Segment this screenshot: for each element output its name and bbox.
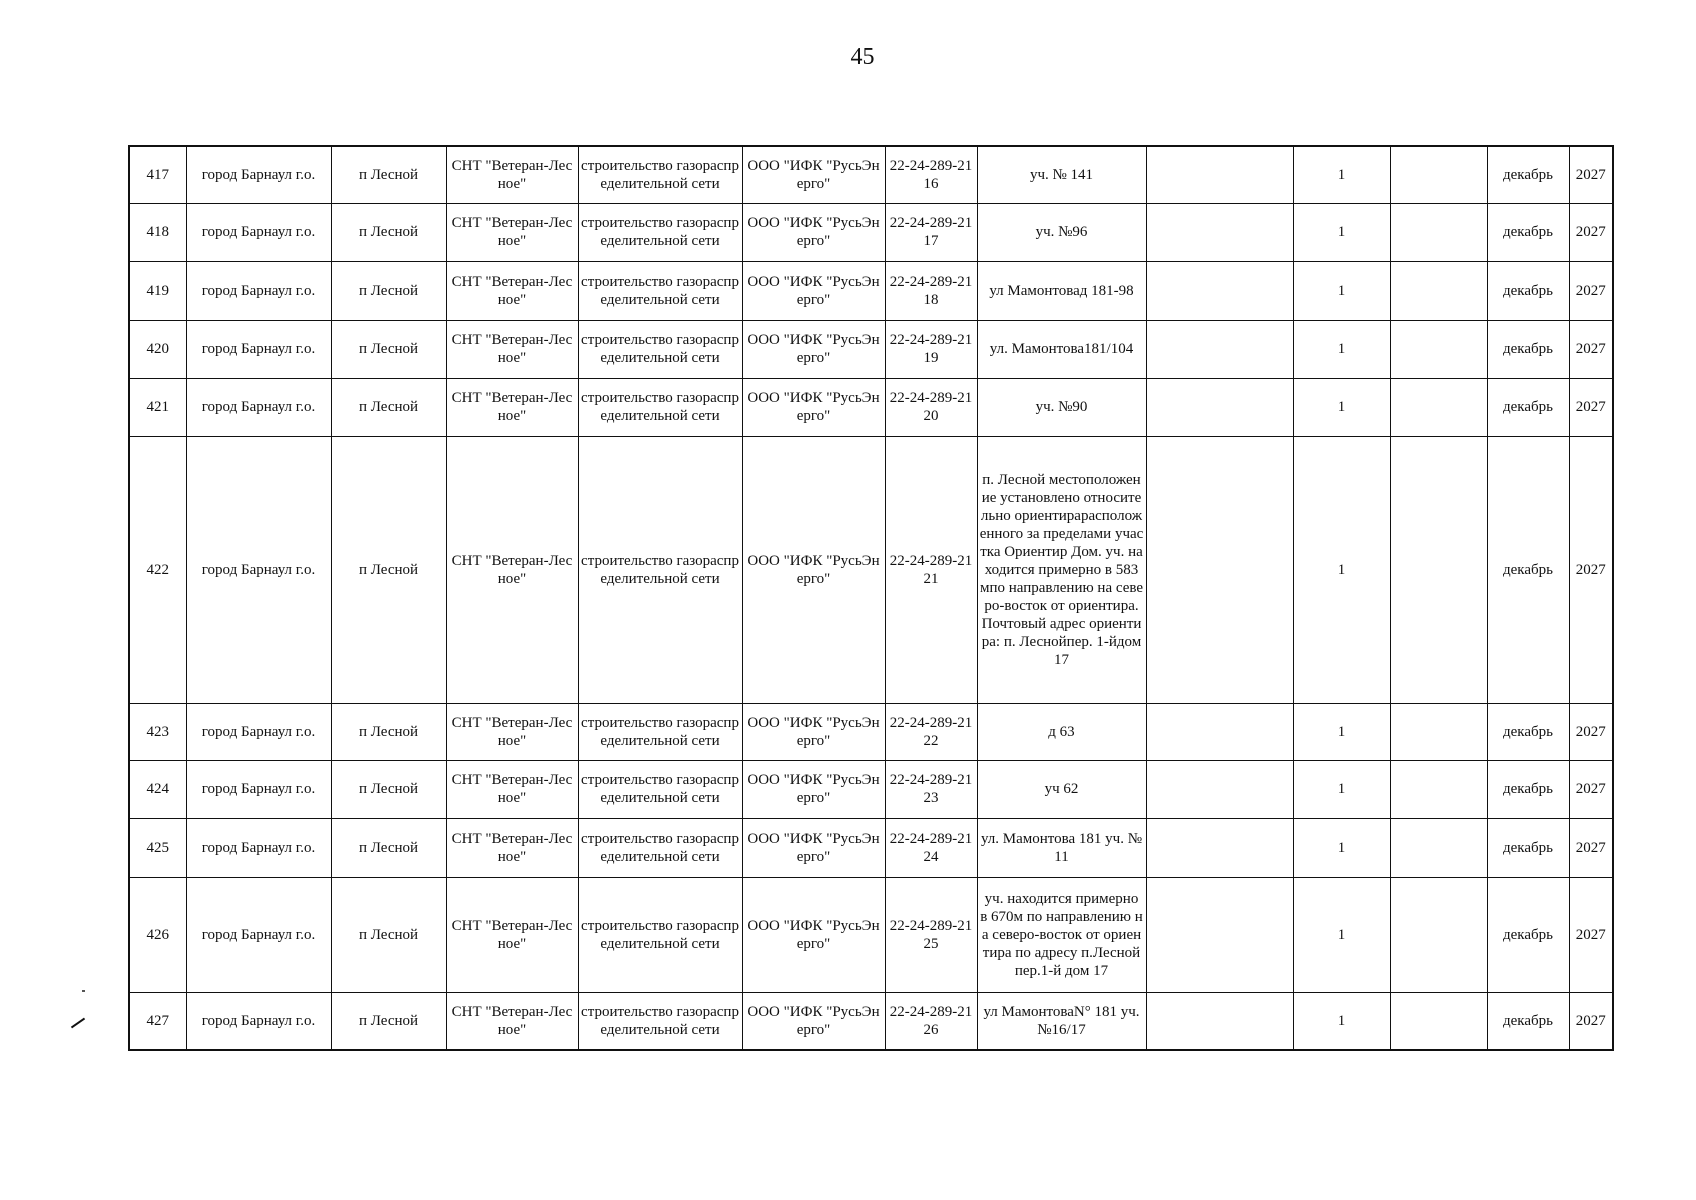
month-cell: декабрь [1487, 992, 1569, 1050]
work-type-cell: строительство газораспределительной сети [578, 703, 742, 760]
year-cell: 2027 [1569, 760, 1613, 818]
work-type-cell: строительство газораспределительной сети [578, 760, 742, 818]
district-cell: город Барнаул г.о. [186, 261, 331, 320]
quantity-cell: 1 [1293, 261, 1390, 320]
empty-cell [1146, 703, 1293, 760]
district-cell: город Барнаул г.о. [186, 146, 331, 203]
empty-cell [1390, 146, 1487, 203]
table-row [129, 203, 1613, 261]
organization-cell: ООО "ИФК "РусьЭнерго" [742, 992, 885, 1050]
month-cell: декабрь [1487, 378, 1569, 436]
code-cell: 22-24-289-2123 [885, 760, 977, 818]
year-cell: 2027 [1569, 146, 1613, 203]
district-cell: город Барнаул г.о. [186, 320, 331, 378]
row-number-cell: 425 [129, 818, 186, 877]
organization-cell: ООО "ИФК "РусьЭнерго" [742, 261, 885, 320]
row-number-cell: 426 [129, 877, 186, 992]
code-cell: 22-24-289-2116 [885, 146, 977, 203]
month-cell: декабрь [1487, 818, 1569, 877]
object-cell: СНТ "Ветеран-Лесное" [446, 203, 578, 261]
district-cell: город Барнаул г.о. [186, 760, 331, 818]
work-type-cell: строительство газораспределительной сети [578, 436, 742, 703]
row-number-cell: 420 [129, 320, 186, 378]
empty-cell [1146, 378, 1293, 436]
empty-cell [1146, 818, 1293, 877]
code-cell: 22-24-289-2126 [885, 992, 977, 1050]
empty-cell [1390, 703, 1487, 760]
month-cell: декабрь [1487, 261, 1569, 320]
code-cell: 22-24-289-2118 [885, 261, 977, 320]
year-cell: 2027 [1569, 261, 1613, 320]
object-cell: СНТ "Ветеран-Лесное" [446, 877, 578, 992]
empty-cell [1146, 877, 1293, 992]
work-type-cell: строительство газораспределительной сети [578, 818, 742, 877]
empty-cell [1390, 760, 1487, 818]
locality-cell: п Лесной [331, 320, 446, 378]
district-cell: город Барнаул г.о. [186, 877, 331, 992]
table-row [129, 877, 1613, 992]
address-cell: уч. находится примерно в 670м по направлению на северо-восток от ориентира по адресу п.Леснойпер.1-й дом 17 [977, 877, 1146, 992]
organization-cell: ООО "ИФК "РусьЭнерго" [742, 203, 885, 261]
row-number-cell: 424 [129, 760, 186, 818]
locality-cell: п Лесной [331, 378, 446, 436]
locality-cell: п Лесной [331, 760, 446, 818]
address-cell: уч 62 [977, 760, 1146, 818]
address-cell: уч. № 141 [977, 146, 1146, 203]
district-cell: город Барнаул г.о. [186, 436, 331, 703]
empty-cell [1146, 992, 1293, 1050]
work-type-cell: строительство газораспределительной сети [578, 203, 742, 261]
object-cell: СНТ "Ветеран-Лесное" [446, 436, 578, 703]
month-cell: декабрь [1487, 877, 1569, 992]
work-type-cell: строительство газораспределительной сети [578, 320, 742, 378]
row-number-cell: 427 [129, 992, 186, 1050]
empty-cell [1146, 320, 1293, 378]
month-cell: декабрь [1487, 436, 1569, 703]
quantity-cell: 1 [1293, 378, 1390, 436]
year-cell: 2027 [1569, 818, 1613, 877]
object-cell: СНТ "Ветеран-Лесное" [446, 703, 578, 760]
year-cell: 2027 [1569, 203, 1613, 261]
quantity-cell: 1 [1293, 992, 1390, 1050]
object-cell: СНТ "Ветеран-Лесное" [446, 992, 578, 1050]
month-cell: декабрь [1487, 320, 1569, 378]
work-type-cell: строительство газораспределительной сети [578, 877, 742, 992]
empty-cell [1146, 436, 1293, 703]
row-number-cell: 417 [129, 146, 186, 203]
code-cell: 22-24-289-2121 [885, 436, 977, 703]
district-cell: город Барнаул г.о. [186, 818, 331, 877]
code-cell: 22-24-289-2120 [885, 378, 977, 436]
work-type-cell: строительство газораспределительной сети [578, 261, 742, 320]
month-cell: декабрь [1487, 760, 1569, 818]
object-cell: СНТ "Ветеран-Лесное" [446, 760, 578, 818]
table-row [129, 818, 1613, 877]
empty-cell [1390, 436, 1487, 703]
organization-cell: ООО "ИФК "РусьЭнерго" [742, 146, 885, 203]
empty-cell [1390, 203, 1487, 261]
locality-cell: п Лесной [331, 146, 446, 203]
row-number-cell: 419 [129, 261, 186, 320]
address-cell: п. Лесной местоположение установлено относительно ориентирарасположенного за пределами участка Ориентир Дом. уч. находится примерно в 583 мпо направлению на северо-восток от ориентира. Почтовый адрес ориентира: п. Леснойпер. 1-йдом 17 [977, 436, 1146, 703]
locality-cell: п Лесной [331, 203, 446, 261]
address-cell: ул МамонтоваN° 181 уч. №16/17 [977, 992, 1146, 1050]
empty-cell [1390, 320, 1487, 378]
district-cell: город Барнаул г.о. [186, 992, 331, 1050]
table-row [129, 992, 1613, 1050]
year-cell: 2027 [1569, 436, 1613, 703]
table-row [129, 146, 1613, 203]
code-cell: 22-24-289-2125 [885, 877, 977, 992]
locality-cell: п Лесной [331, 877, 446, 992]
organization-cell: ООО "ИФК "РусьЭнерго" [742, 703, 885, 760]
month-cell: декабрь [1487, 703, 1569, 760]
locality-cell: п Лесной [331, 703, 446, 760]
work-type-cell: строительство газораспределительной сети [578, 146, 742, 203]
quantity-cell: 1 [1293, 818, 1390, 877]
table-row [129, 261, 1613, 320]
scan-mark [82, 990, 85, 992]
work-type-cell: строительство газораспределительной сети [578, 992, 742, 1050]
object-cell: СНТ "Ветеран-Лесное" [446, 378, 578, 436]
address-cell: д 63 [977, 703, 1146, 760]
year-cell: 2027 [1569, 877, 1613, 992]
address-cell: уч. №90 [977, 378, 1146, 436]
empty-cell [1146, 203, 1293, 261]
address-cell: ул Мамонтовад 181-98 [977, 261, 1146, 320]
organization-cell: ООО "ИФК "РусьЭнерго" [742, 320, 885, 378]
quantity-cell: 1 [1293, 760, 1390, 818]
page-number: 45 [850, 44, 875, 70]
quantity-cell: 1 [1293, 146, 1390, 203]
organization-cell: ООО "ИФК "РусьЭнерго" [742, 877, 885, 992]
work-type-cell: строительство газораспределительной сети [578, 378, 742, 436]
month-cell: декабрь [1487, 146, 1569, 203]
quantity-cell: 1 [1293, 436, 1390, 703]
empty-cell [1390, 261, 1487, 320]
organization-cell: ООО "ИФК "РусьЭнерго" [742, 818, 885, 877]
code-cell: 22-24-289-2122 [885, 703, 977, 760]
year-cell: 2027 [1569, 992, 1613, 1050]
object-cell: СНТ "Ветеран-Лесное" [446, 146, 578, 203]
table-row [129, 703, 1613, 760]
empty-cell [1390, 992, 1487, 1050]
organization-cell: ООО "ИФК "РусьЭнерго" [742, 436, 885, 703]
code-cell: 22-24-289-2117 [885, 203, 977, 261]
organization-cell: ООО "ИФК "РусьЭнерго" [742, 378, 885, 436]
empty-cell [1390, 877, 1487, 992]
empty-cell [1146, 760, 1293, 818]
empty-cell [1390, 378, 1487, 436]
quantity-cell: 1 [1293, 877, 1390, 992]
table-row [129, 320, 1613, 378]
district-cell: город Барнаул г.о. [186, 703, 331, 760]
locality-cell: п Лесной [331, 436, 446, 703]
row-number-cell: 421 [129, 378, 186, 436]
row-number-cell: 423 [129, 703, 186, 760]
empty-cell [1146, 146, 1293, 203]
district-cell: город Барнаул г.о. [186, 203, 331, 261]
table-row [129, 378, 1613, 436]
empty-cell [1390, 818, 1487, 877]
object-cell: СНТ "Ветеран-Лесное" [446, 320, 578, 378]
quantity-cell: 1 [1293, 320, 1390, 378]
address-cell: ул. Мамонтова181/104 [977, 320, 1146, 378]
code-cell: 22-24-289-2124 [885, 818, 977, 877]
quantity-cell: 1 [1293, 703, 1390, 760]
year-cell: 2027 [1569, 320, 1613, 378]
locality-cell: п Лесной [331, 818, 446, 877]
address-cell: уч. №96 [977, 203, 1146, 261]
year-cell: 2027 [1569, 378, 1613, 436]
quantity-cell: 1 [1293, 203, 1390, 261]
table-row [129, 436, 1613, 703]
locality-cell: п Лесной [331, 992, 446, 1050]
object-cell: СНТ "Ветеран-Лесное" [446, 818, 578, 877]
code-cell: 22-24-289-2119 [885, 320, 977, 378]
year-cell: 2027 [1569, 703, 1613, 760]
object-cell: СНТ "Ветеран-Лесное" [446, 261, 578, 320]
registry-table [128, 145, 1614, 1051]
row-number-cell: 422 [129, 436, 186, 703]
table-row [129, 760, 1613, 818]
margin-tick-mark [71, 1018, 85, 1029]
empty-cell [1146, 261, 1293, 320]
table-body [129, 146, 1613, 1050]
district-cell: город Барнаул г.о. [186, 378, 331, 436]
address-cell: ул. Мамонтова 181 уч. № 11 [977, 818, 1146, 877]
organization-cell: ООО "ИФК "РусьЭнерго" [742, 760, 885, 818]
month-cell: декабрь [1487, 203, 1569, 261]
row-number-cell: 418 [129, 203, 186, 261]
locality-cell: п Лесной [331, 261, 446, 320]
